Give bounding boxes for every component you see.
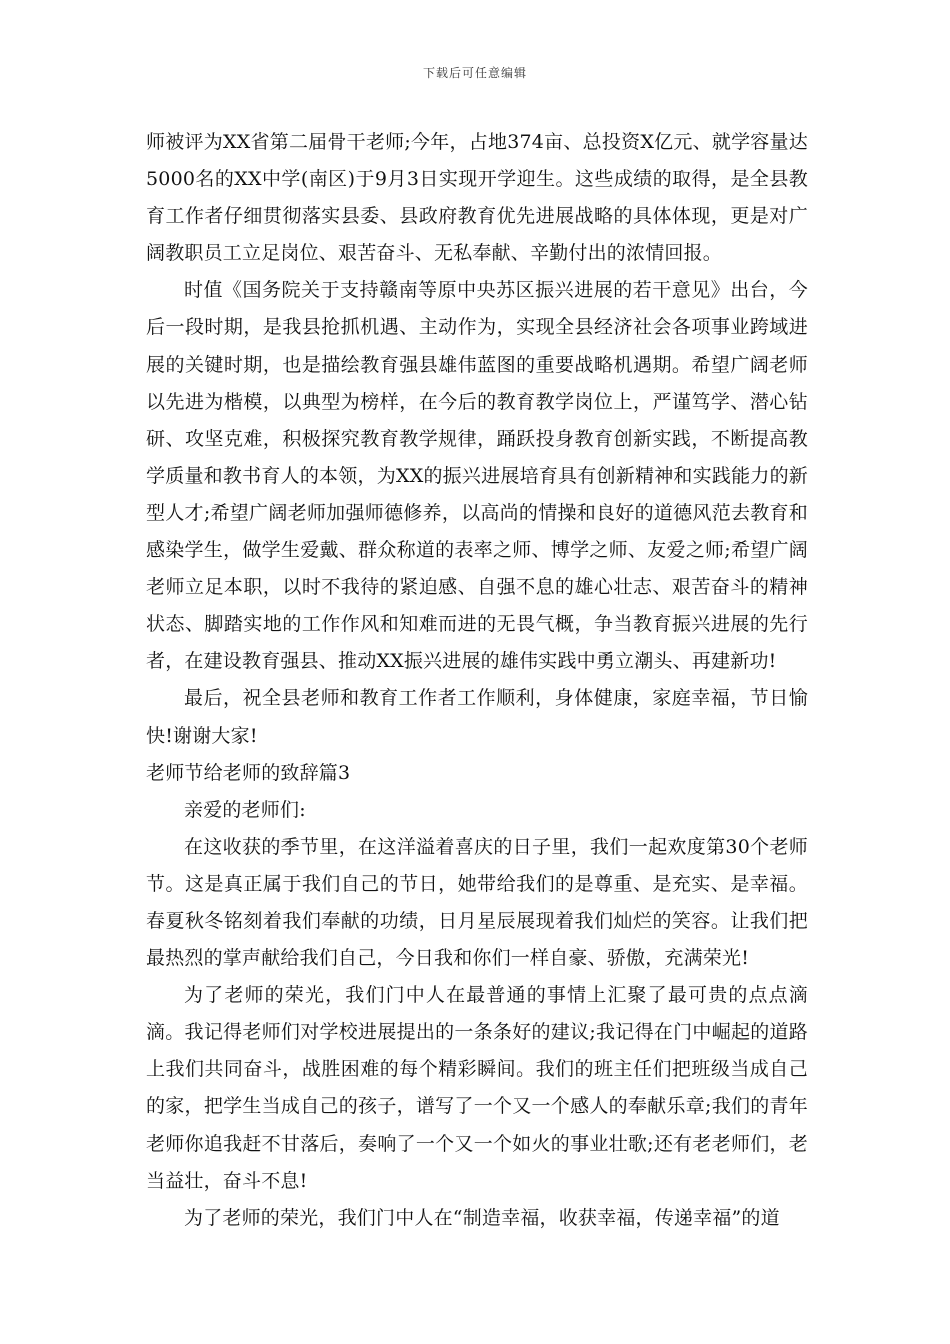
paragraph: 时值《国务院关于支持赣南等原中央苏区振兴进展的若干意见》出台，今后一段时期，是我县抢抓机遇、主动作为，实现全县经济社会各项事业跨域进展的关键时期，也是描绘教育强县雄伟蓝图的重要战略机遇期。希望广阔老师以先进为楷模，以典型为榜样，在今后的教育教学岗位上，严谨笃学、潜心钻研、攻坚克难，积极探究教育教学规律，踊跃投身教育创新实践，不断提高教学质量和教书育人的本领，为XX的振兴进展培育具有创新精神和实践能力的新型人才;希望广阔老师加强师德修养，以高尚的情操和良好的道德风范去教育和感染学生，做学生爱戴、群众称道的表率之师、博学之师、友爱之师;希望广阔老师立足本职，以时不我待的紧迫感、自强不息的雄心壮志、艰苦奋斗的精神状态、脚踏实地的工作作风和知难而进的无畏气概，争当教育振兴进展的先行者，在建设教育强县、推动XX振兴进展的雄伟实践中勇立潮头、再建新功!	[146, 279, 808, 673]
salutation: 亲爱的老师们:	[184, 798, 306, 821]
paragraph: 为了老师的荣光，我们门中人在最普通的事情上汇聚了最可贵的点点滴滴。我记得老师们对学校进展提出的一条条好的建议;我记得在门中崛起的道路上我们共同奋斗，战胜困难的每个精彩瞬间。我们的班主任们把班级当成自己的家，把学生当成自己的孩子，谱写了一个又一个感人的奉献乐章;我们的青年老师你追我赶不甘落后，奏响了一个又一个如火的事业壮歌;还有老老师们，老当益壮，奋斗不息!	[146, 984, 808, 1192]
document-body	[146, 124, 808, 1237]
page-header: 下载后可任意编辑	[422, 66, 527, 80]
paragraph-continued: 师被评为XX省第二届骨干老师;今年，占地374亩、总投资X亿元、就学容量达5000名的XX中学(南区)于9月3日实现开学迎生。这些成绩的取得，是全县教育工作者仔细贯彻落实县委、县政府教育优先进展战略的具体体现，更是对广阔教职员工立足岗位、艰苦奋斗、无私奉献、辛勤付出的浓情回报。	[146, 131, 808, 265]
paragraph: 最后，祝全县老师和教育工作者工作顺利，身体健康，家庭幸福，节日愉快!谢谢大家!	[146, 687, 808, 747]
paragraph: 为了老师的荣光，我们门中人在“制造幸福，收获幸福，传递幸福”的道	[184, 1206, 780, 1229]
section-title: 老师节给老师的致辞篇3	[146, 761, 351, 784]
paragraph: 在这收获的季节里，在这洋溢着喜庆的日子里，我们一起欢度第30个老师节。这是真正属于我们自己的节日，她带给我们的是尊重、是充实、是幸福。春夏秋冬铭刻着我们奉献的功绩，日月星辰展现着我们灿烂的笑容。让我们把最热烈的掌声献给我们自己，今日我和你们一样自豪、骄傲，充满荣光!	[146, 835, 808, 970]
